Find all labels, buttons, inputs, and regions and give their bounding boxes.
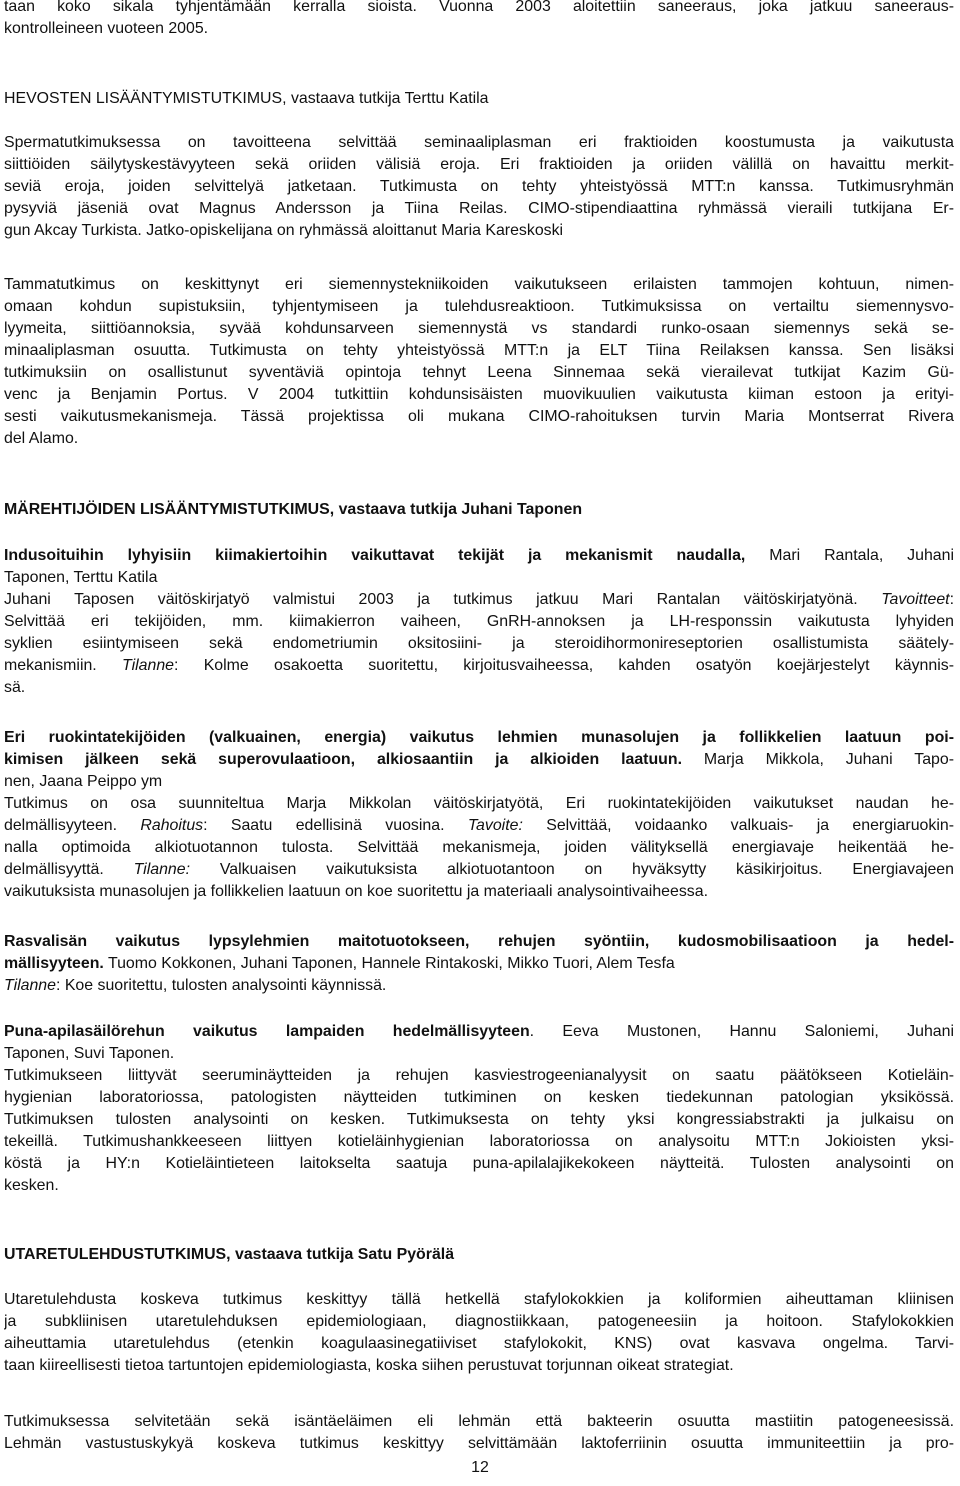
text-run: mekanismiin. xyxy=(4,657,123,674)
text-run: Valkuaisen vaikutuksista alkiotuotantoon on hyväksytty käsikirjoitus. Energiavajeen xyxy=(190,861,954,878)
text-run: Taponen, Suvi Taponen. xyxy=(4,1045,175,1062)
text-run: Tutkimuksen tulosten analysointi on kesken. Tutkimuksesta on tehty yksi kongressiabstrakti ja julkaisu on xyxy=(4,1111,954,1128)
text-run: : Kolme osakoetta suoritettu, kirjoitusvaiheessa, kahden osatyön koejärjestelyt käynnis- xyxy=(174,657,954,674)
italic-text: Tilanne xyxy=(4,977,56,994)
paragraph xyxy=(4,1244,954,1266)
text-run: hygienian laboratoriossa, patologisten näytteiden tutkiminen on kesken tiedekunnan patologian yksikössä. xyxy=(4,1089,954,1106)
text-run: Spermatutkimuksessa on tavoitteena selvittää seminaaliplasman eri fraktioiden koostumusta ja vaikutusta xyxy=(4,134,954,151)
bold-text: UTARETULEHDUSTUTKIMUS, vastaava tutkija Satu Pyörälä xyxy=(4,1246,455,1263)
text-line xyxy=(4,1355,954,1377)
text-line xyxy=(4,154,954,176)
text-line xyxy=(4,633,954,655)
text-run: tekeillä. Tutkimushankkeeseen liittyen kotieläinhygienian laboratoriossa on analysoitu MTT:n Jokioisten yksi- xyxy=(4,1133,954,1150)
paragraph xyxy=(4,727,954,903)
text-run: : xyxy=(949,591,954,608)
text-line xyxy=(4,1021,954,1043)
text-line xyxy=(4,793,954,815)
text-run: Tutkimukseen liittyvät seeruminäytteiden ja rehujen kasviestrogeenianalyysit on saatu päätökseen Kotieläin- xyxy=(4,1067,954,1084)
text-run: Juhani Taposen väitöskirjatyö valmistui 2003 ja tutkimus jatkuu Mari Rantalan väitöskirjatyönä. xyxy=(4,591,882,608)
paragraph xyxy=(4,1411,954,1455)
bold-text: mällisyyteen. xyxy=(4,955,104,972)
paragraph xyxy=(4,274,954,450)
text-line xyxy=(4,0,954,18)
text-run: venc ja Benjamin Portus. V 2004 tutkittiin kohdunsisäisten muovikuulien vaikutusta kiiman estoon ja erityi- xyxy=(4,386,954,403)
text-line xyxy=(4,1131,954,1153)
page-number: 12 xyxy=(471,1459,489,1476)
text-run: lyymeita, siittiöannoksia, syvää kohdunsarveen siemennystä vs standardi runko-osaan siemennys sekä se- xyxy=(4,320,954,337)
text-line xyxy=(4,1109,954,1131)
text-run: Lehmän vastustuskykyä koskeva tutkimus keskittyy selvittämään laktoferriinin osuutta immuniteettiin ja pro- xyxy=(4,1435,954,1452)
paragraph xyxy=(4,931,954,997)
text-run: siittiöiden säilytyskestävyyteen sekä oriiden välisiä eroja. Eri fraktioiden ja oriiden välillä on havaittu merkit- xyxy=(4,156,954,173)
text-line xyxy=(4,384,954,406)
text-line xyxy=(4,1175,954,1197)
text-line xyxy=(4,88,954,110)
text-run: minaaliplasman osuutta. Tutkimusta on tehty yhteistyössä MTT:n ja ELT Tiina Reilaksen kanssa. Sen lisäksi xyxy=(4,342,954,359)
text-line xyxy=(4,815,954,837)
text-line xyxy=(4,132,954,154)
text-line xyxy=(4,931,954,953)
text-line xyxy=(4,1289,954,1311)
text-line xyxy=(4,274,954,296)
text-line xyxy=(4,837,954,859)
bold-text: Puna-apilasäilörehun vaikutus lampaiden hedelmällisyyteen xyxy=(4,1023,530,1040)
text-run: nalla optimoida alkiotuotannon tulosta. Selvittää mekanismeja, joiden välityksellä energiavaje heikentää he- xyxy=(4,839,954,856)
text-line xyxy=(4,1244,954,1266)
text-run: Selvittää, voidaanko valkuais- ja energiaruokin- xyxy=(522,817,954,834)
paragraph xyxy=(4,499,954,521)
text-line xyxy=(4,589,954,611)
text-line xyxy=(4,677,954,699)
text-run: Tutkimus on osa suunniteltua Marja Mikkolan väitöskirjatyötä, Eri ruokintatekijöiden vaikutukset naudan he- xyxy=(4,795,954,812)
text-run: Tammatutkimus on keskittynyt eri siemennystekniikoiden vaikutukseen erilaisten tammojen kohtuun, nimen- xyxy=(4,276,954,293)
italic-text: Tilanne xyxy=(122,657,174,674)
text-line xyxy=(4,1411,954,1433)
text-line xyxy=(4,1065,954,1087)
text-run: Marja Mikkola, Juhani Tapo- xyxy=(682,751,954,768)
bold-text: Eri ruokintatekijöiden (valkuainen, energia) vaikutus lehmien munasolujen ja follikkelien laatuun poi- xyxy=(4,729,954,746)
italic-text: Tavoitteet xyxy=(881,591,950,608)
text-run: omaan kohdun supistuksiin, tyhjentymiseen ja tulehdusreaktioon. Tutkimuksissa on vertailtu siemennysvo- xyxy=(4,298,954,315)
text-line xyxy=(4,1043,954,1065)
text-run: sesti vaikutusmekanismeja. Tässä projektissa oli mukana CIMO-rahoituksen turvin Maria Montserrat Rivera xyxy=(4,408,954,425)
text-run: syklien esiintymiseen sekä endometriumin oksitosiini- ja steroidihormonireseptorien osallistumista säätely- xyxy=(4,635,954,652)
text-line xyxy=(4,545,954,567)
text-line xyxy=(4,318,954,340)
text-line xyxy=(4,362,954,384)
text-run: sä. xyxy=(4,679,26,696)
text-run: pysyviä jäseniä ovat Magnus Andersson ja Tiina Reilas. CIMO-stipendiaattina ryhmässä vieraili tutkijana Er- xyxy=(4,200,954,217)
text-line xyxy=(4,220,954,242)
paragraph xyxy=(4,1289,954,1377)
text-run: Taponen, Terttu Katila xyxy=(4,569,158,586)
text-line xyxy=(4,1087,954,1109)
paragraph xyxy=(4,1021,954,1197)
bold-text: kimisen jälkeen sekä superovulaatioon, alkiosaantiin ja alkioiden laatuun. xyxy=(4,751,683,768)
text-run: aiheuttamia utaretulehdus (etenkin koagulaasinegatiiviset stafylokokit, KNS) ovat kasvava ongelma. Tarvi- xyxy=(4,1335,954,1352)
paragraph xyxy=(4,132,954,242)
paragraph xyxy=(4,0,954,40)
text-line xyxy=(4,1433,954,1455)
text-line xyxy=(4,1333,954,1355)
text-run: . Eeva Mustonen, Hannu Saloniemi, Juhani xyxy=(529,1023,954,1040)
text-run: taan kiireellisesti tietoa tartuntojen epidemiologiasta, koska siihen perustuvat torjunnan oikeat strategiat. xyxy=(4,1357,734,1374)
text-run: Utaretulehdusta koskeva tutkimus keskittyy tällä hetkellä stafylokokkien ja koliformien aiheuttaman kliinisen xyxy=(4,1291,954,1308)
text-line xyxy=(4,499,954,521)
bold-text: MÄREHTIJÖIDEN LISÄÄNTYMISTUTKIMUS, vastaava tutkija Juhani Taponen xyxy=(4,501,583,518)
text-line xyxy=(4,655,954,677)
text-line xyxy=(4,406,954,428)
text-line xyxy=(4,340,954,362)
text-run: taan koko sikala tyhjentämään kerralla sioista. Vuonna 2003 aloitettiin saneeraus, joka jatkuu saneeraus- xyxy=(4,0,954,15)
text-run: nen, Jaana Peippo ym xyxy=(4,773,163,790)
text-line xyxy=(4,881,954,903)
text-run: Tutkimuksessa selvitetään sekä isäntäeläimen eli lehmän että bakteerin osuutta mastiitin patogeneesissä. xyxy=(4,1413,954,1430)
text-run: HEVOSTEN LISÄÄNTYMISTUTKIMUS, vastaava tutkija Terttu Katila xyxy=(4,90,489,107)
text-line xyxy=(4,975,954,997)
text-run: vaikutuksista munasolujen ja follikkelien laatuun on koe suoritettu ja materiaali analysointivaiheessa. xyxy=(4,883,708,900)
text-run: seviä eroja, joiden selvittelyä jatketaan. Tutkimusta on tehty yhteistyössä MTT:n kanssa. Tutkimusryhmän xyxy=(4,178,954,195)
text-line xyxy=(4,428,954,450)
text-run: köstä ja HY:n Kotieläintieteen laitokselta saatuja puna-apilalajikekokeen näytteitä. Tulosten analysointi on xyxy=(4,1155,954,1172)
text-line xyxy=(4,296,954,318)
text-run: Mari Rantala, Juhani xyxy=(745,547,954,564)
text-line xyxy=(4,176,954,198)
text-run: delmällisyyttä. xyxy=(4,861,134,878)
text-run: Tuomo Kokkonen, Juhani Taponen, Hannele Rintakoski, Mikko Tuori, Alem Tesfa xyxy=(103,955,675,972)
text-line xyxy=(4,859,954,881)
text-line xyxy=(4,771,954,793)
text-run: delmällisyyteen. xyxy=(4,817,141,834)
text-line xyxy=(4,18,954,40)
text-run: kesken. xyxy=(4,1177,59,1194)
text-line xyxy=(4,198,954,220)
italic-text: Tilanne: xyxy=(133,861,191,878)
text-run: Selvittää eri tekijöiden, mm. kiimakierron vaiheen, GnRH-annoksen ja LH-responssin vaikutusta lyhyiden xyxy=(4,613,954,630)
text-line xyxy=(4,727,954,749)
paragraph xyxy=(4,88,954,110)
bold-text: Rasvalisän vaikutus lypsylehmien maitotuotokseen, rehujen syöntiin, kudosmobilisaatioon ja hedel- xyxy=(4,933,954,950)
text-run: kontrolleineen vuoteen 2005. xyxy=(4,20,209,37)
text-run: del Alamo. xyxy=(4,430,79,447)
text-line xyxy=(4,1153,954,1175)
paragraph xyxy=(4,545,954,699)
italic-text: Tavoite: xyxy=(467,817,523,834)
text-line xyxy=(4,749,954,771)
bold-text: Indusoituihin lyhyisiin kiimakiertoihin vaikuttavat tekijät ja mekanismit naudalla, xyxy=(4,547,746,564)
text-line xyxy=(4,611,954,633)
text-line xyxy=(4,953,954,975)
text-run: tutkimuksiin on osallistunut syventäviä opintoja tehnyt Leena Sinnemaa sekä vierailevat tutkijat Kazim Gü- xyxy=(4,364,954,381)
text-line xyxy=(4,567,954,589)
italic-text: Rahoitus xyxy=(140,817,204,834)
text-run: ja subkliinisen utaretulehduksen epidemiologiaan, diagnostiikkaan, patogeneesiin ja hoitoon. Stafylokokkien xyxy=(4,1313,954,1330)
text-run: gun Akcay Turkista. Jatko-opiskelijana on ryhmässä aloittanut Maria Kareskoski xyxy=(4,222,564,239)
text-run: : Saatu edellisinä vuosina. xyxy=(203,817,468,834)
text-run: : Koe suoritettu, tulosten analysointi käynnissä. xyxy=(55,977,387,994)
text-line xyxy=(4,1311,954,1333)
